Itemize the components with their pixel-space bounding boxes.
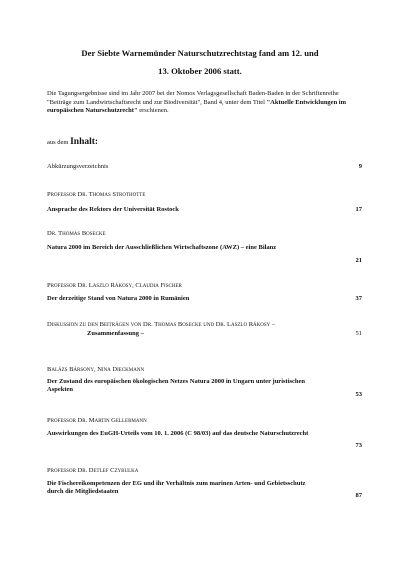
toc-entry-author: Professor Dr. Laszlo Rákosy, Claudia Fischer [47,282,182,289]
toc-entry-author: Professor Dr. Martin Gellermann [47,417,147,424]
toc-entry [47,467,362,497]
toc-entry [47,191,362,214]
toc-entry [47,366,362,398]
toc-entry-author: Professor Dr. Thomas Strothotte [47,191,146,198]
intro-book-title: "Aktuelle Entwicklungen im europäischen Naturschutzrecht" [47,98,347,115]
intro-text: Die Tagungsergebnisse sind im Jahr 2007 bei der Nomos Verlagsgesellschaft Baden-Baden in der Schriftenreihe "Beiträge zum Landwirtschaftsrecht und zur Biodiversität", Band 4, unter dem Titel [47,90,339,106]
toc-entry-author: Dr. Thomas Bosecke [47,230,106,237]
toc-entry-author: Diskussion zu den Beiträgen von Dr. Thomas Bosecke und Dr. Laszlo Rákosy – [47,321,276,328]
toc-entry-title: Natura 2000 im Bereich der Ausschließlichen Wirtschaftszone (AWZ) – eine Bilanz [47,244,277,252]
toc-entry-title: Zusammenfassung – [87,330,144,337]
intro-paragraph [47,90,360,116]
toc-entry-title: Der derzeitige Stand von Natura 2000 in Rumänien [47,295,190,303]
toc-entry-page: 17 [355,206,362,213]
toc-entry-page: 37 [355,295,362,302]
intro-suffix: erschienen. [137,107,169,115]
toc-entry [47,282,362,303]
toc-entry-title: Ansprache des Rektors der Universität Rostock [47,206,179,214]
toc-entry [47,321,362,337]
toc-entry-page: 53 [355,391,362,398]
toc-entry [47,230,362,264]
toc-entry-author: Balázs Bársony, Nina Dieckmann [47,366,145,373]
toc-entry [47,417,362,449]
toc-entry-page: 9 [358,163,362,170]
toc-entry-title: Die Fischereikompetenzen der EG und ihr Verhältnis zum marinen Arten- und Gebietsschutz durch die Mitgliedstaaten [47,480,306,496]
toc-entry [47,163,362,171]
toc-entry-page: 73 [355,442,362,449]
toc-entry-title: Der Zustand des europäischen ökologischen Netzes Natura 2000 in Ungarn unter juristischen Aspekten [47,378,306,394]
page-heading [40,44,360,80]
toc-entry-page: 21 [355,257,362,264]
contents-prefix: aus dem [47,139,71,146]
toc-entry-author: Professor Dr. Detlef Czybulka [47,467,139,474]
heading-line-1: Der Siebte Warnemünder Naturschutzrechtstag fand am 12. und [81,48,319,58]
heading-line-2: 13. Oktober 2006 statt. [158,66,242,76]
toc-entry-page: 51 [355,330,362,337]
toc-entry-title: Auswirkungen des EuGH-Urteils vom 10. 1. 2006 (C 98/03) auf das deutsche Naturschutzrecht [47,430,309,438]
contents-label [47,135,98,150]
toc-entry-page: 87 [355,492,362,499]
contents-title: Inhalt: [70,137,99,147]
toc-entry-title: Abkürzungsverzeichnis [47,163,109,170]
